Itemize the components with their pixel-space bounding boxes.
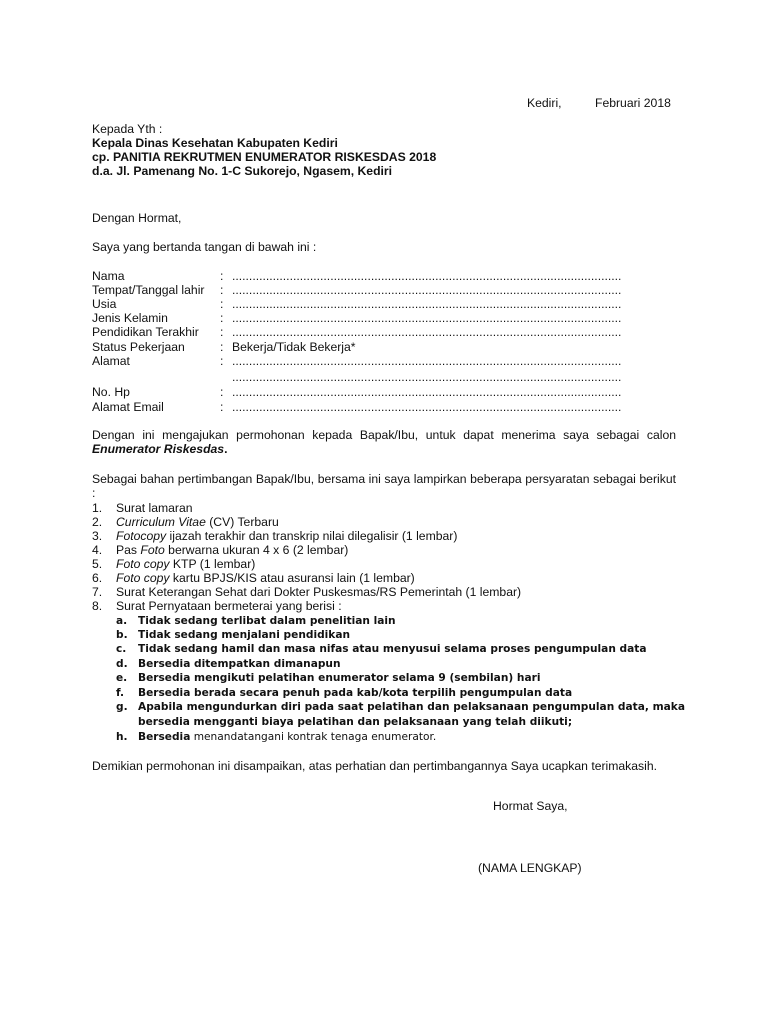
statement-text: bersedia mengganti biaya pelatihan dan pelaksanaan yang telah diikuti; (138, 716, 573, 728)
statement-text: Tidak sedang menjalani pendidikan (138, 629, 351, 641)
form-label: Status Pekerjaan (92, 340, 185, 354)
statement-letter: a. (116, 615, 128, 627)
intro-text: Saya yang bertanda tangan di bawah ini : (92, 240, 317, 254)
form-value-status: Bekerja/Tidak Bekerja* (232, 340, 356, 354)
recipient-to: Kepada Yth : (92, 122, 163, 136)
list-number: 1. (92, 501, 103, 515)
list-text-part: Pas (116, 543, 141, 557)
list-number: 7. (92, 585, 103, 599)
list-text-part: Surat Pernyataan bermeterai yang berisi : (116, 599, 342, 613)
statement-text: Bersedia mengikuti pelatihan enumerator selama 9 (sembilan) hari (138, 672, 541, 684)
form-colon: : (220, 297, 224, 311)
list-text-italic: Fotocopy (116, 529, 167, 543)
form-dots: ................................................................................................................... (232, 400, 622, 414)
recipient-line-3: d.a. Jl. Pamenang No. 1-C Sukorejo, Ngasem, Kediri (92, 164, 393, 178)
form-colon: : (220, 311, 224, 325)
greeting: Dengan Hormat, (92, 211, 182, 225)
form-colon: : (220, 283, 224, 297)
list-number: 4. (92, 543, 103, 557)
list-text-italic: Foto copy (116, 571, 170, 585)
request-end: . (224, 442, 228, 457)
form-label: Usia (92, 297, 117, 311)
statement-letter: b. (116, 629, 128, 641)
statement-text: Bersedia berada secara penuh pada kab/kota terpilih pengumpulan data (138, 687, 573, 699)
request-paragraph (92, 428, 676, 456)
form-label: Nama (92, 269, 125, 283)
statement-text: Tidak sedang hamil dan masa nifas atau menyusui selama proses pengumpulan data (138, 643, 647, 655)
form-colon: : (220, 400, 224, 414)
list-text (116, 543, 348, 557)
list-text (116, 585, 521, 599)
form-colon: : (220, 340, 224, 354)
statement-letter: f. (116, 687, 125, 699)
list-text-part: Surat lamaran (116, 501, 193, 515)
recipient-line-1: Kepala Dinas Kesehatan Kabupaten Kediri (92, 136, 338, 150)
list-number: 5. (92, 557, 103, 571)
list-text-part: berwarna ukuran 4 x 6 (2 lembar) (164, 543, 349, 557)
list-text (116, 515, 279, 529)
list-text (116, 501, 193, 515)
signature-name: (NAMA LENGKAP) (478, 861, 582, 875)
list-text (116, 599, 342, 613)
form-label: Alamat Email (92, 400, 164, 414)
form-label: Alamat (92, 354, 130, 368)
statement-text: Tidak sedang terlibat dalam penelitian lain (138, 615, 396, 627)
statement-text-normal: menandatangani kontrak tenaga enumerator. (190, 731, 437, 743)
form-dots: ................................................................................................................... (232, 269, 622, 283)
form-label: Tempat/Tanggal lahir (92, 283, 205, 297)
list-text (116, 529, 457, 543)
list-text-part: Surat Keterangan Sehat dari Dokter Puskesmas/RS Pemerintah (1 lembar) (116, 585, 522, 599)
statement-text-bold: Bersedia (138, 731, 191, 743)
form-dots: ................................................................................................................... (232, 354, 622, 368)
statement-text: Bersedia ditempatkan dimanapun (138, 658, 341, 670)
form-colon: : (220, 354, 224, 368)
form-dots: ................................................................................................................... (232, 283, 622, 297)
form-label: Jenis Kelamin (92, 311, 168, 325)
request-position: Enumerator Riskesdas (92, 442, 225, 457)
list-text (116, 571, 415, 585)
signature-regards: Hormat Saya, (493, 799, 568, 813)
attachments-intro: Sebagai bahan pertimbangan Bapak/Ibu, bersama ini saya lampirkan beberapa persyaratan sebagai berikut : (92, 472, 676, 501)
form-dots: ................................................................................................................... (232, 370, 622, 384)
form-dots: ................................................................................................................... (232, 325, 622, 339)
statement-text (138, 730, 436, 744)
statement-letter: d. (116, 658, 128, 670)
form-label: No. Hp (92, 385, 130, 399)
statement-letter: g. (116, 701, 128, 713)
list-text-italic: Foto copy (116, 557, 170, 571)
form-label: Pendidikan Terakhir (92, 325, 199, 339)
closing-paragraph: Demikian permohonan ini disampaikan, atas perhatian dan pertimbangannya Saya ucapkan terimakasih. (92, 759, 658, 773)
list-number: 3. (92, 529, 103, 543)
recipient-line-2: cp. PANITIA REKRUTMEN ENUMERATOR RISKESDAS 2018 (92, 150, 437, 164)
date-month-year: Februari 2018 (595, 96, 671, 110)
list-number: 6. (92, 571, 103, 585)
statement-letter: c. (116, 643, 127, 655)
list-text (116, 557, 255, 571)
form-colon: : (220, 269, 224, 283)
form-dots: ................................................................................................................... (232, 297, 622, 311)
form-dots: ................................................................................................................... (232, 311, 622, 325)
list-text-part: (CV) Terbaru (205, 515, 279, 529)
list-text-part: KTP (1 lembar) (169, 557, 256, 571)
statement-letter: e. (116, 672, 128, 684)
list-number: 8. (92, 599, 103, 613)
form-dots: ................................................................................................................... (232, 385, 622, 399)
form-colon: : (220, 385, 224, 399)
statement-letter: h. (116, 731, 128, 743)
form-colon: : (220, 325, 224, 339)
request-text: Dengan ini mengajukan permohonan kepada Bapak/Ibu, untuk dapat menerima saya sebagai calon (92, 428, 676, 442)
list-text-italic: Curriculum Vitae (116, 515, 206, 529)
date-city: Kediri, (527, 96, 562, 110)
list-text-part: kartu BPJS/KIS atau asuransi lain (1 lembar) (169, 571, 415, 585)
list-text-part: ijazah terakhir dan transkrip nilai dilegalisir (1 lembar) (166, 529, 458, 543)
statement-text: Apabila mengundurkan diri pada saat pelatihan dan pelaksanaan pengumpulan data, maka (138, 701, 685, 713)
list-number: 2. (92, 515, 103, 529)
list-text-italic: Foto (140, 543, 165, 557)
